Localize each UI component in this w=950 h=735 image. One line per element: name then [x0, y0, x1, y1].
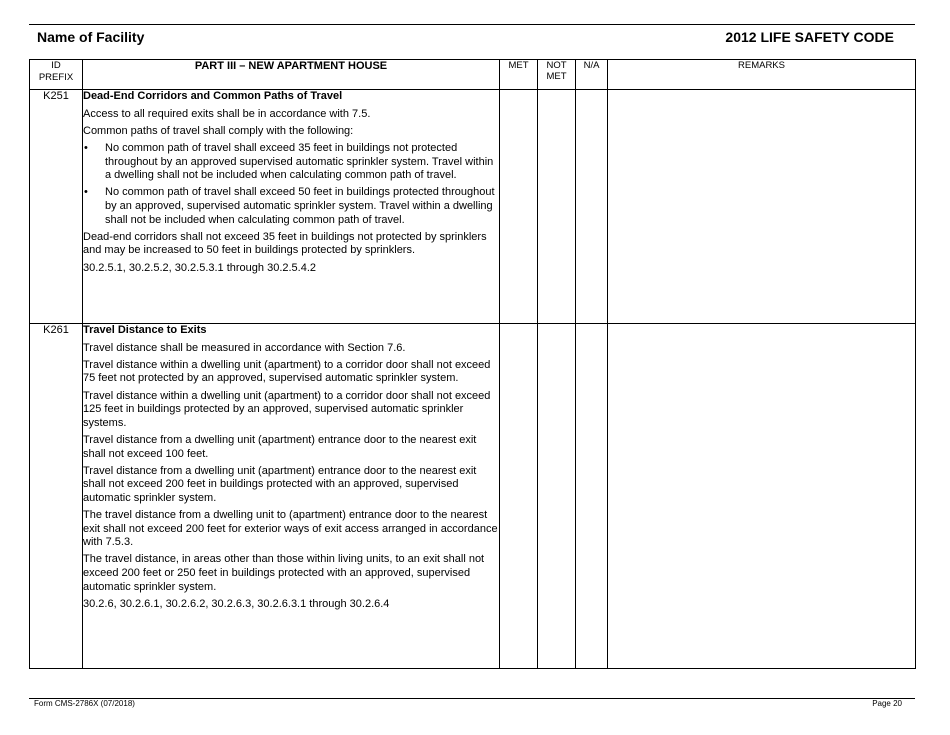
not-met-line2: MET [546, 71, 567, 82]
not-met-cell[interactable] [538, 324, 576, 669]
id-header-line2: PREFIX [38, 72, 74, 83]
requirement-paragraph: Access to all required exits shall be in accordance with 7.5. [83, 107, 371, 120]
id-prefix-header [30, 60, 83, 90]
bullet-glyph: • [84, 186, 88, 199]
top-rule [29, 24, 915, 25]
requirement-paragraph: Travel distance from a dwelling unit (apartment) entrance door to the nearest exit shall not exceed 200 feet in buildings protected with an approved, supervised automatic sprinkler system. [83, 464, 477, 504]
facility-name-label: Name of Facility [37, 29, 145, 45]
bullet-text: No common path of travel shall exceed 35 feet in buildings not protected throughout by an approved supervised automatic sprinkler system. Travel within a dwelling shall not be included when calculating common path of travel. [105, 141, 494, 182]
remarks-cell[interactable] [608, 324, 916, 669]
not-met-header [538, 60, 576, 90]
row-id: K251 [30, 90, 83, 324]
row-id: K261 [30, 324, 83, 669]
code-reference: 30.2.6, 30.2.6.1, 30.2.6.2, 30.2.6.3, 30.2.6.3.1 through 30.2.6.4 [83, 597, 390, 610]
requirement-paragraph: The travel distance from a dwelling unit to (apartment) entrance door to the nearest exit shall not exceed 200 feet for exterior ways of exit access arranged in accordance with 7.5.3. [83, 509, 498, 549]
not-met-cell[interactable] [538, 90, 576, 324]
requirement-paragraph: Dead-end corridors shall not exceed 35 feet in buildings not protected by sprinklers and may be increased to 50 feet in buildings protected by sprinklers. [83, 230, 487, 257]
bullet-glyph: • [84, 141, 88, 154]
bullet-text: No common path of travel shall exceed 50 feet in buildings protected throughout by an approved, supervised automatic sprinkler system. Travel within a dwelling shall not be included when calculating common path of travel. [105, 186, 495, 226]
na-cell[interactable] [576, 324, 608, 669]
requirement-paragraph: The travel distance, in areas other than those within living units, to an exit shall not exceed 200 feet or 250 feet in buildings protected with an approved, supervised automatic sprinkler system. [83, 553, 485, 593]
bullet-item [83, 142, 499, 183]
requirement-text [83, 90, 500, 324]
requirement-paragraph: Travel distance within a dwelling unit (apartment) to a corridor door shall not exceed 125 feet in buildings protected by an approved, supervised automatic sprinkler systems. [83, 389, 491, 429]
met-cell[interactable] [500, 324, 538, 669]
requirement-paragraph: Travel distance shall be measured in accordance with Section 7.6. [83, 341, 406, 354]
bottom-rule [29, 698, 915, 699]
page-number: Page 20 [872, 699, 902, 708]
part-header: PART III – NEW APARTMENT HOUSE [83, 60, 500, 90]
bullet-item [83, 186, 499, 227]
requirement-text [83, 324, 500, 669]
table-row [30, 90, 916, 324]
table-header-row [30, 60, 916, 90]
form-number: Form CMS-2786X (07/2018) [34, 699, 135, 708]
code-reference: 30.2.5.1, 30.2.5.2, 30.2.5.3.1 through 30.2.5.4.2 [83, 261, 317, 274]
met-header: MET [500, 60, 538, 90]
id-header-line1: ID [51, 60, 61, 71]
requirement-paragraph: Travel distance within a dwelling unit (apartment) to a corridor door shall not exceed 75 feet not protected by an approved, supervised automatic sprinkler system. [83, 358, 491, 385]
requirement-title: Travel Distance to Exits [83, 324, 207, 336]
requirement-paragraph: Common paths of travel shall comply with the following: [83, 124, 354, 137]
table-row [30, 324, 916, 669]
survey-table [29, 59, 916, 669]
requirement-paragraph: Travel distance from a dwelling unit (apartment) entrance door to the nearest exit shall not exceed 100 feet. [83, 433, 477, 460]
code-title: 2012 LIFE SAFETY CODE [725, 29, 894, 45]
remarks-cell[interactable] [608, 90, 916, 324]
met-cell[interactable] [500, 90, 538, 324]
na-cell[interactable] [576, 90, 608, 324]
requirement-title: Dead-End Corridors and Common Paths of Travel [83, 90, 343, 102]
remarks-header: REMARKS [608, 60, 916, 90]
na-header: N/A [576, 60, 608, 90]
not-met-line1: NOT [546, 60, 567, 71]
